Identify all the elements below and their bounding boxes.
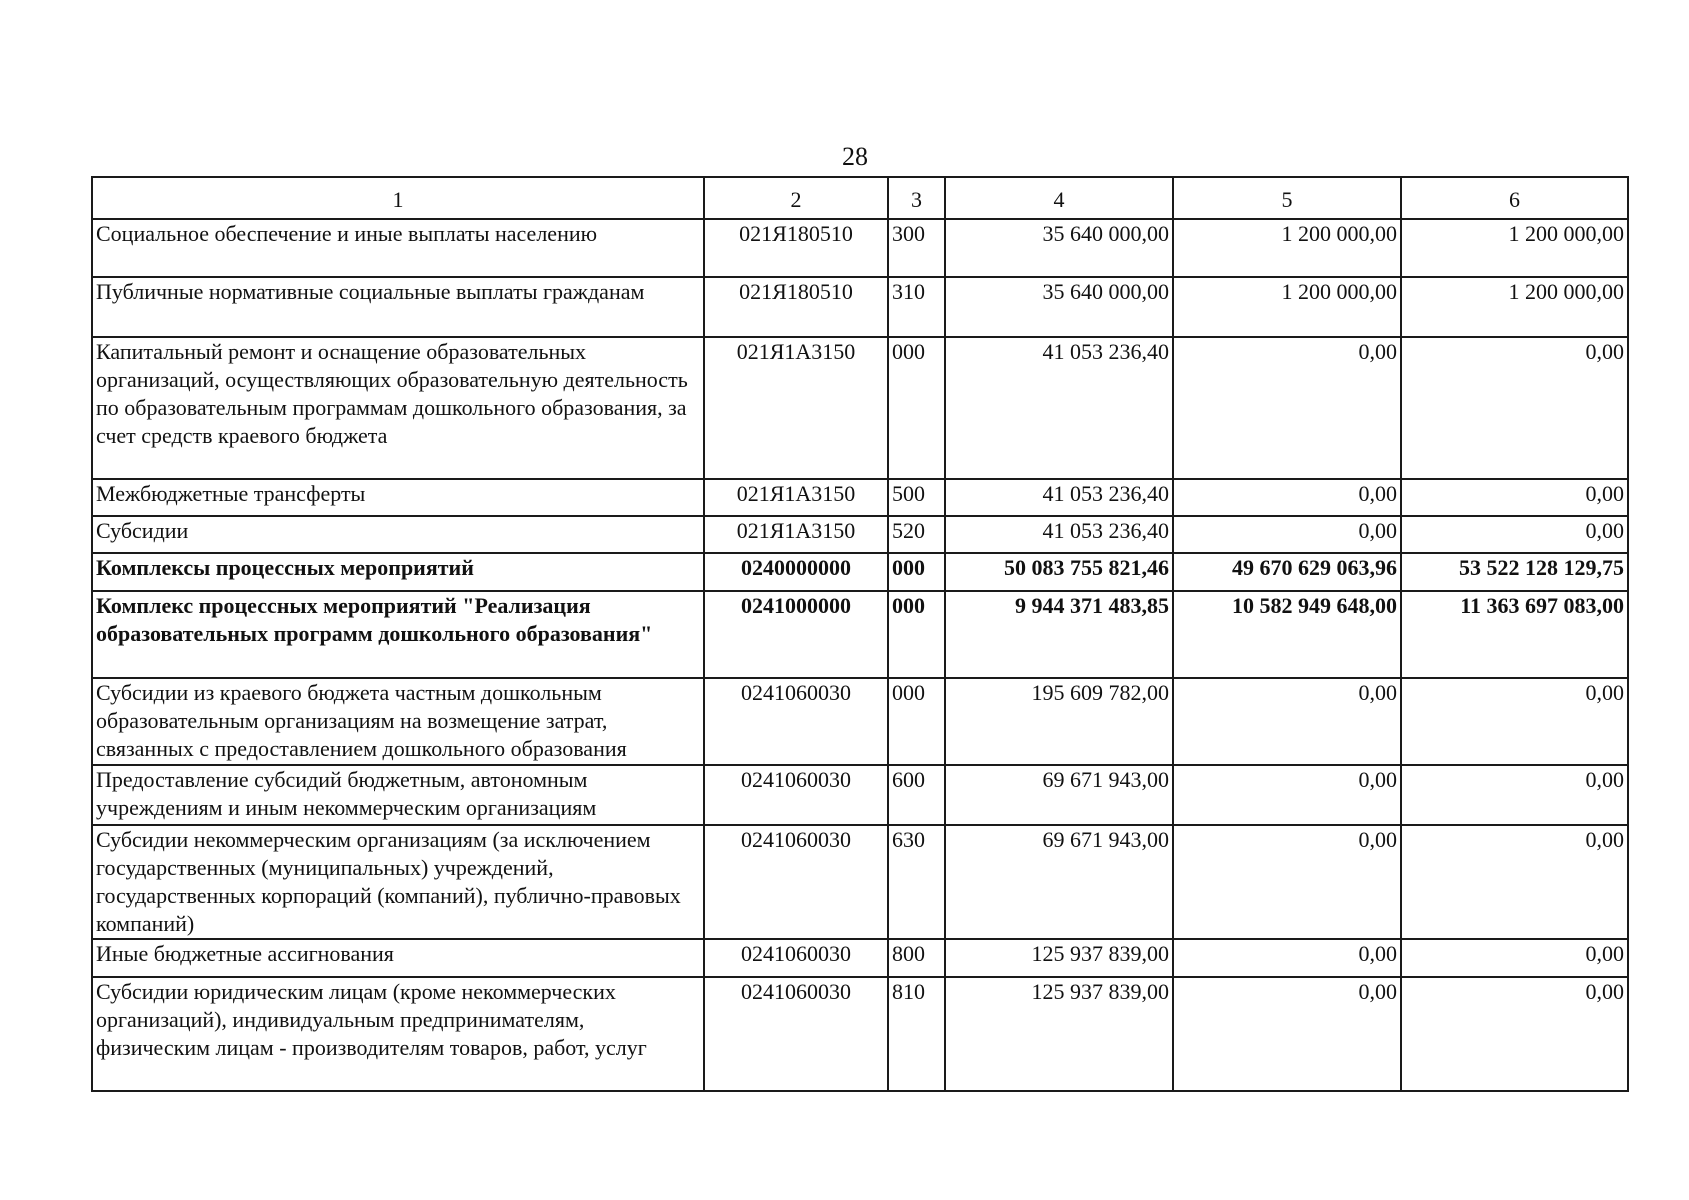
row-amount-2: 1 200 000,00 bbox=[1173, 277, 1401, 337]
header-col-6: 6 bbox=[1401, 177, 1628, 219]
row-expense-type: 000 bbox=[888, 591, 945, 678]
row-amount-2: 0,00 bbox=[1173, 825, 1401, 939]
table-body bbox=[92, 219, 1628, 1091]
table-header bbox=[92, 177, 1628, 219]
row-amount-2: 1 200 000,00 bbox=[1173, 219, 1401, 277]
row-amount-3: 1 200 000,00 bbox=[1401, 277, 1628, 337]
header-col-5: 5 bbox=[1173, 177, 1401, 219]
row-amount-2: 0,00 bbox=[1173, 479, 1401, 516]
row-expense-type: 000 bbox=[888, 337, 945, 479]
row-amount-3: 1 200 000,00 bbox=[1401, 219, 1628, 277]
row-name: Иные бюджетные ассигнования bbox=[92, 939, 704, 977]
row-name: Социальное обеспечение и иные выплаты населению bbox=[92, 219, 704, 277]
row-amount-1: 195 609 782,00 bbox=[945, 678, 1173, 765]
row-amount-1: 35 640 000,00 bbox=[945, 277, 1173, 337]
row-name: Публичные нормативные социальные выплаты гражданам bbox=[92, 277, 704, 337]
row-name: Комплексы процессных мероприятий bbox=[92, 553, 704, 591]
row-expense-type: 630 bbox=[888, 825, 945, 939]
row-amount-1: 50 083 755 821,46 bbox=[945, 553, 1173, 591]
row-name: Комплекс процессных мероприятий "Реализация образовательных программ дошкольного образования" bbox=[92, 591, 704, 678]
table-row bbox=[92, 939, 1628, 977]
row-amount-1: 41 053 236,40 bbox=[945, 479, 1173, 516]
row-code: 0241000000 bbox=[704, 591, 888, 678]
row-name: Предоставление субсидий бюджетным, автономным учреждениям и иным некоммерческим организациям bbox=[92, 765, 704, 825]
row-amount-3: 0,00 bbox=[1401, 765, 1628, 825]
row-amount-2: 0,00 bbox=[1173, 678, 1401, 765]
row-amount-3: 0,00 bbox=[1401, 825, 1628, 939]
row-code: 0241060030 bbox=[704, 977, 888, 1091]
row-amount-3: 0,00 bbox=[1401, 939, 1628, 977]
row-amount-3: 0,00 bbox=[1401, 479, 1628, 516]
header-col-1: 1 bbox=[92, 177, 704, 219]
row-code: 021Я180510 bbox=[704, 219, 888, 277]
row-amount-1: 69 671 943,00 bbox=[945, 765, 1173, 825]
table-row bbox=[92, 277, 1628, 337]
row-name: Субсидии юридическим лицам (кроме некоммерческих организаций), индивидуальным предпринимателям, физическим лицам - производителям товаров, работ, услуг bbox=[92, 977, 704, 1091]
header-col-3: 3 bbox=[888, 177, 945, 219]
row-code: 0241060030 bbox=[704, 825, 888, 939]
row-name: Субсидии из краевого бюджета частным дошкольным образовательным организациям на возмещение затрат, связанных с предоставлением дошкольного образования bbox=[92, 678, 704, 765]
row-amount-2: 0,00 bbox=[1173, 765, 1401, 825]
row-amount-3: 0,00 bbox=[1401, 678, 1628, 765]
row-amount-2: 0,00 bbox=[1173, 939, 1401, 977]
row-expense-type: 000 bbox=[888, 553, 945, 591]
row-expense-type: 600 bbox=[888, 765, 945, 825]
row-name: Субсидии некоммерческим организациям (за исключением государственных (муниципальных) учреждений, государственных корпораций (компаний), публично-правовых компаний) bbox=[92, 825, 704, 939]
row-code: 0241060030 bbox=[704, 765, 888, 825]
row-code: 0241060030 bbox=[704, 678, 888, 765]
row-expense-type: 800 bbox=[888, 939, 945, 977]
page-number: 28 bbox=[842, 142, 868, 171]
budget-table bbox=[91, 176, 1629, 1092]
row-amount-3: 0,00 bbox=[1401, 516, 1628, 553]
row-expense-type: 000 bbox=[888, 678, 945, 765]
header-row bbox=[92, 177, 1628, 219]
row-amount-3: 0,00 bbox=[1401, 337, 1628, 479]
row-amount-1: 125 937 839,00 bbox=[945, 977, 1173, 1091]
table-row bbox=[92, 219, 1628, 277]
row-amount-2: 10 582 949 648,00 bbox=[1173, 591, 1401, 678]
table-row bbox=[92, 516, 1628, 553]
row-amount-3: 0,00 bbox=[1401, 977, 1628, 1091]
row-name: Капитальный ремонт и оснащение образовательных организаций, осуществляющих образовательную деятельность по образовательным программам дошкольного образования, за счет средств краевого бюджета bbox=[92, 337, 704, 479]
row-amount-2: 0,00 bbox=[1173, 337, 1401, 479]
row-code: 021Я1А3150 bbox=[704, 479, 888, 516]
row-expense-type: 520 bbox=[888, 516, 945, 553]
table-row bbox=[92, 825, 1628, 939]
row-amount-2: 0,00 bbox=[1173, 977, 1401, 1091]
table-row bbox=[92, 765, 1628, 825]
row-code: 0240000000 bbox=[704, 553, 888, 591]
row-code: 021Я1А3150 bbox=[704, 516, 888, 553]
header-col-4: 4 bbox=[945, 177, 1173, 219]
row-amount-1: 41 053 236,40 bbox=[945, 516, 1173, 553]
table-row bbox=[92, 977, 1628, 1091]
row-name: Субсидии bbox=[92, 516, 704, 553]
row-amount-3: 11 363 697 083,00 bbox=[1401, 591, 1628, 678]
row-amount-3: 53 522 128 129,75 bbox=[1401, 553, 1628, 591]
row-code: 021Я180510 bbox=[704, 277, 888, 337]
row-expense-type: 300 bbox=[888, 219, 945, 277]
row-expense-type: 310 bbox=[888, 277, 945, 337]
row-amount-1: 125 937 839,00 bbox=[945, 939, 1173, 977]
row-expense-type: 500 bbox=[888, 479, 945, 516]
row-expense-type: 810 bbox=[888, 977, 945, 1091]
header-col-2: 2 bbox=[704, 177, 888, 219]
row-code: 0241060030 bbox=[704, 939, 888, 977]
row-amount-1: 9 944 371 483,85 bbox=[945, 591, 1173, 678]
row-amount-1: 35 640 000,00 bbox=[945, 219, 1173, 277]
table-row bbox=[92, 479, 1628, 516]
row-amount-1: 41 053 236,40 bbox=[945, 337, 1173, 479]
row-amount-2: 49 670 629 063,96 bbox=[1173, 553, 1401, 591]
row-amount-1: 69 671 943,00 bbox=[945, 825, 1173, 939]
table-row bbox=[92, 678, 1628, 765]
row-amount-2: 0,00 bbox=[1173, 516, 1401, 553]
table-row bbox=[92, 591, 1628, 678]
row-code: 021Я1А3150 bbox=[704, 337, 888, 479]
table-row bbox=[92, 553, 1628, 591]
table-row bbox=[92, 337, 1628, 479]
row-name: Межбюджетные трансферты bbox=[92, 479, 704, 516]
